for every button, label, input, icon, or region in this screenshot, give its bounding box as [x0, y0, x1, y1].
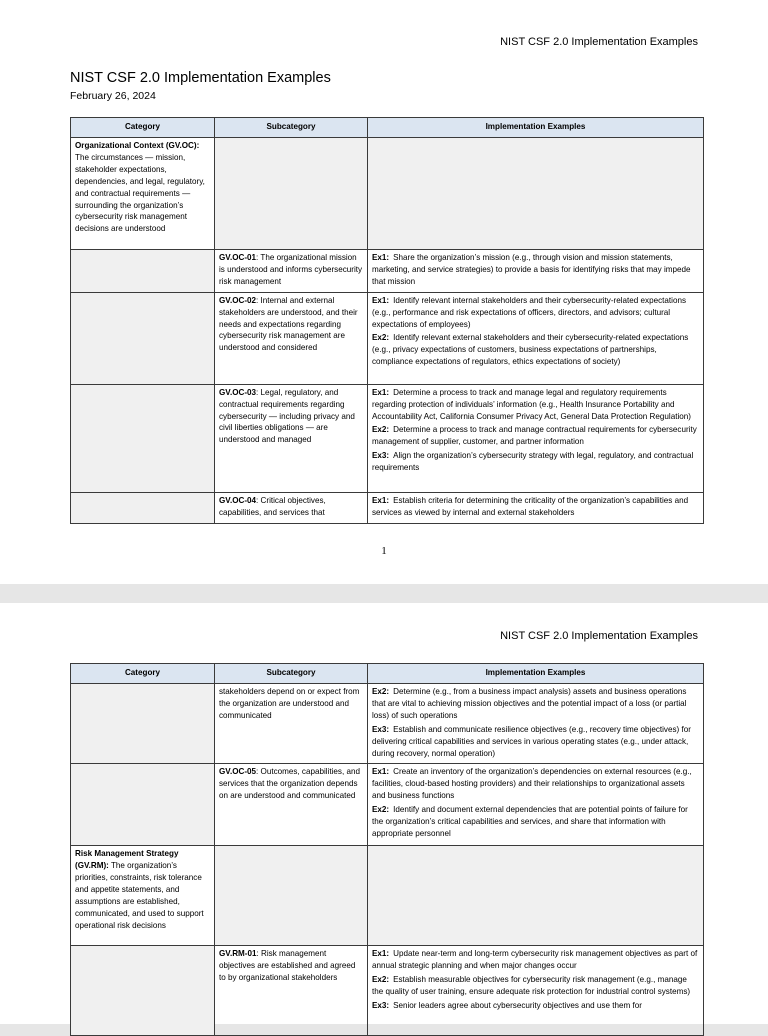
subcategory-cell: [215, 492, 368, 523]
subcategory-cell: [215, 764, 368, 846]
header-category: Category: [71, 118, 215, 138]
example-id: Ex3:: [372, 1001, 390, 1011]
examples-cell: [368, 764, 704, 846]
subcategory-description: : Outcomes, capabilities, and services that the organization depends on are understood and communicated: [219, 767, 360, 801]
example-id: Ex2:: [372, 975, 390, 985]
examples-cell: [368, 492, 704, 523]
example-text: Senior leaders agree about cybersecurity objectives and use them for: [393, 1001, 642, 1011]
example-id: Ex1:: [372, 495, 390, 505]
category-cell-gv-rm: [71, 846, 215, 946]
example-item: [372, 804, 699, 840]
header-subcategory: Subcategory: [215, 664, 368, 684]
examples-cell: [368, 250, 704, 293]
empty-cell: [71, 946, 215, 1036]
subcategory-id: GV.RM-01: [219, 949, 257, 959]
subcategory-id: GV.OC-01: [219, 253, 257, 262]
implementation-table: [70, 117, 704, 524]
example-item: [372, 424, 699, 448]
example-item: [372, 724, 699, 760]
table-row: [71, 764, 704, 846]
subcategory-id: GV.OC-02: [219, 295, 257, 305]
category-description: The organization’s priorities, constraints, risk tolerance and appetite statements, and assumptions are established, communicated, and used to support operational risk decisions: [75, 861, 204, 930]
example-text: Identify relevant external stakeholders and their cybersecurity-related expectations (e.g., privacy expectations of customers, business expectations of partnerships, compliance expectations of regulators, ethics expectations of society): [372, 333, 689, 367]
example-item: [372, 766, 699, 802]
table-row: [71, 684, 704, 764]
empty-cell: [71, 764, 215, 846]
empty-cell: [71, 250, 215, 293]
running-header: NIST CSF 2.0 Implementation Examples: [500, 630, 698, 642]
example-id: Ex2:: [372, 333, 390, 343]
example-text: Identify and document external dependencies that are potential points of failure for the organization’s critical capabilities and services, and share that information with appropriate personnel: [372, 805, 688, 838]
subcategory-description: : Critical objectives, capabilities, and services that: [219, 495, 326, 517]
example-id: Ex1:: [372, 295, 390, 305]
empty-cell: [368, 846, 704, 946]
example-text: Establish and communicate resilience objectives (e.g., recovery time objectives) for delivering critical capabilities and services in various operating states (e.g., under attack, during recovery, normal operation): [372, 724, 691, 758]
table-row: [71, 492, 704, 523]
example-id: Ex3:: [372, 724, 390, 734]
example-item: [372, 332, 699, 368]
document-date: February 26, 2024: [70, 90, 156, 102]
table-row: [71, 384, 704, 492]
table-row: [71, 946, 704, 1036]
example-item: [372, 1000, 699, 1012]
subcategory-id: GV.OC-04: [219, 495, 257, 505]
subcategory-description: : Risk management objectives are established and agreed to by organizational stakeholders: [219, 949, 356, 983]
category-cell-gv-oc: [71, 138, 215, 250]
subcategory-cell-continued: [215, 684, 368, 764]
example-item: [372, 295, 699, 331]
page-number: 1: [381, 545, 387, 557]
table-row: [71, 292, 704, 384]
empty-cell: [71, 684, 215, 764]
running-header: NIST CSF 2.0 Implementation Examples: [500, 36, 698, 48]
subcategory-description: stakeholders depend on or expect from the organization are understood and communicated: [219, 687, 360, 720]
subcategory-id: GV.OC-03: [219, 387, 257, 397]
subcategory-cell: [215, 250, 368, 293]
category-id: Organizational Context (GV.OC):: [75, 141, 200, 150]
example-item: [372, 387, 699, 423]
example-text: Align the organization’s cybersecurity strategy with legal, regulatory, and contractual requirements: [372, 451, 694, 473]
subcategory-cell: [215, 292, 368, 384]
example-text: Establish measurable objectives for cybersecurity risk management (e.g., manage the quality of user training, ensure adequate risk protection for industrial control systems): [372, 975, 691, 997]
document-page-2: [0, 603, 768, 1024]
subcategory-cell: [215, 384, 368, 492]
subcategory-description: : Legal, regulatory, and contractual requirements regarding cybersecurity — including privacy and civil liberties obligations — are understood and managed: [219, 387, 355, 445]
example-text: Determine a process to track and manage contractual requirements for cybersecurity management of supplier, customer, and partner information: [372, 425, 697, 447]
table-row: [71, 846, 704, 946]
example-text: Create an inventory of the organization’s dependencies on external resources (e.g., facilities, cloud-based hosting providers) and their relationships to organizational assets and business functions: [372, 767, 692, 801]
example-id: Ex1:: [372, 387, 390, 397]
table-header-row: [71, 664, 704, 684]
header-implementation-examples: Implementation Examples: [368, 664, 704, 684]
examples-cell: [368, 384, 704, 492]
empty-cell: [71, 292, 215, 384]
empty-cell: [215, 846, 368, 946]
examples-cell: [368, 684, 704, 764]
table-row: [71, 250, 704, 293]
example-text: Share the organization’s mission (e.g., through vision and mission statements, marketing, and service strategies) to provide a basis for identifying risks that may impede that mission: [372, 253, 691, 286]
example-id: Ex2:: [372, 805, 390, 815]
example-item: [372, 948, 699, 972]
example-text: Identify relevant internal stakeholders and their cybersecurity-related expectations (e.g., performance and risk expectations of officers, directors, and advisors; cultural expectations of employees): [372, 295, 686, 329]
empty-cell: [368, 138, 704, 250]
empty-cell: [215, 138, 368, 250]
header-implementation-examples: Implementation Examples: [368, 118, 704, 138]
example-id: Ex2:: [372, 687, 390, 696]
table-header-row: [71, 118, 704, 138]
subcategory-id: GV.OC-05: [219, 767, 257, 777]
subcategory-description: : Internal and external stakeholders are understood, and their needs and expectations regarding cybersecurity risk management are understood and considered: [219, 295, 358, 353]
table-row: [71, 138, 704, 250]
empty-cell: [71, 384, 215, 492]
example-id: Ex1:: [372, 767, 390, 777]
example-item: [372, 252, 699, 288]
example-id: Ex1:: [372, 949, 390, 959]
header-subcategory: Subcategory: [215, 118, 368, 138]
example-id: Ex3:: [372, 451, 390, 461]
example-text: Determine a process to track and manage legal and regulatory requirements regarding protection of individuals’ information (e.g., Health Insurance Portability and Accountability Act, California Consumer Privacy Act, General Data Protection Regulation): [372, 387, 691, 421]
category-description: The circumstances — mission, stakeholder expectations, dependencies, and legal, regulatory, and contractual requirements — surrounding the organization’s cybersecurity risk management decisions are understood: [75, 152, 205, 234]
example-text: Establish criteria for determining the criticality of the organization’s capabilities and services as viewed by internal and external stakeholders: [372, 495, 689, 517]
example-text: Determine (e.g., from a business impact analysis) assets and business operations that are vital to achieving mission objectives and the potential impact of a loss (or partial loss) of such operations: [372, 687, 687, 720]
subcategory-description: : The organizational mission is understood and informs cybersecurity risk management: [219, 253, 363, 286]
example-item: [372, 686, 699, 722]
empty-cell: [71, 492, 215, 523]
example-item: [372, 974, 699, 998]
example-item: [372, 495, 699, 519]
example-text: Update near-term and long-term cybersecurity risk management objectives as part of annual strategic planning and when major changes occur: [372, 949, 698, 971]
document-title: NIST CSF 2.0 Implementation Examples: [70, 70, 331, 86]
examples-cell: [368, 946, 704, 1036]
header-category: Category: [71, 664, 215, 684]
example-item: [372, 450, 699, 474]
subcategory-cell: [215, 946, 368, 1036]
examples-cell: [368, 292, 704, 384]
implementation-table-continued: [70, 663, 704, 1036]
example-id: Ex2:: [372, 425, 390, 435]
example-id: Ex1:: [372, 253, 390, 262]
category-id: Risk Management Strategy (GV.RM):: [75, 849, 179, 871]
